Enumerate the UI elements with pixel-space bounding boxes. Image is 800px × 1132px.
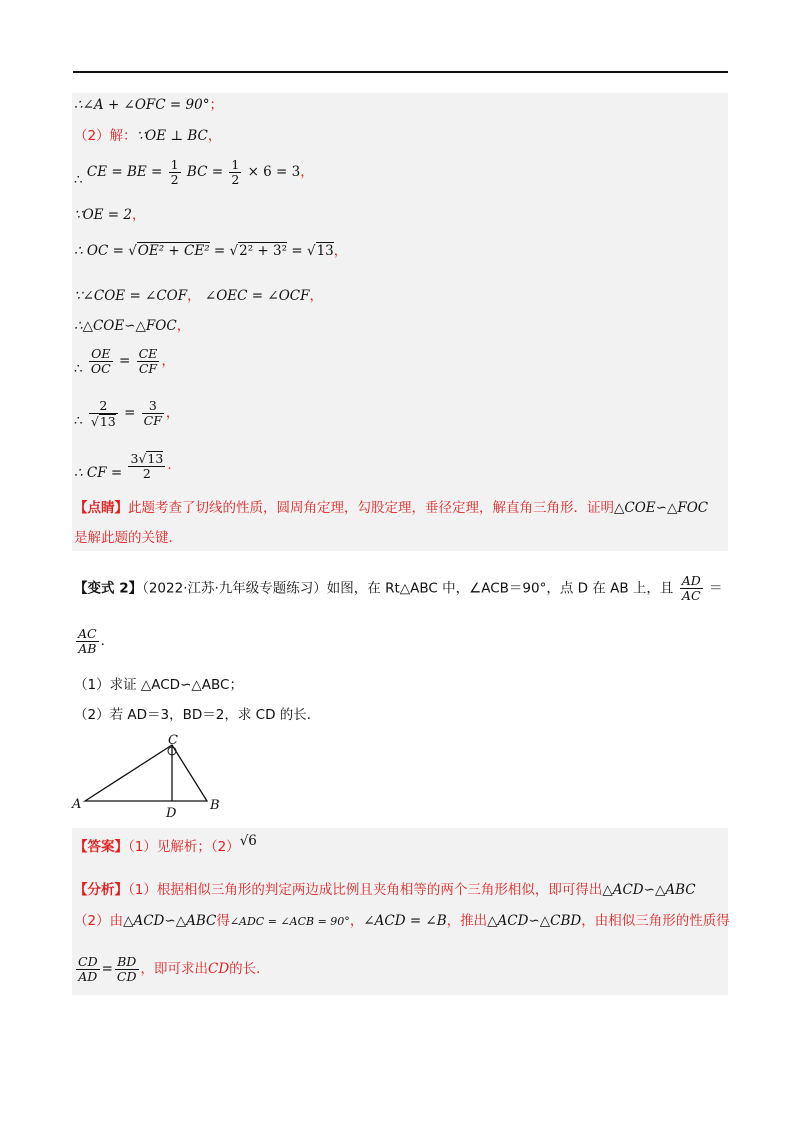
comment-line-2 <box>74 530 182 546</box>
label-C: C <box>168 733 178 748</box>
math-text: ∵OE = 2 <box>74 207 132 223</box>
solution-line-6: ∵∠COE = ∠COF， ∠OEC = ∠OCF， <box>74 288 323 304</box>
analysis-line-2: （2）由△ACD∽△ABC得∠ADC = ∠ACB = 90°，∠ACD = ∠B，推出△ACD∽△CBD，由相似三角形的性质得 <box>74 913 730 929</box>
sqrt-expr: 2² + 3² <box>239 243 288 259</box>
answer-tag: 【答案】 <box>74 839 128 855</box>
punct: ， <box>207 128 222 144</box>
solution-line-3 <box>74 155 314 189</box>
header-rule <box>73 71 728 73</box>
punct: ， <box>132 207 146 223</box>
fraction: $\frac{AD}{AC}$ <box>681 573 701 603</box>
solution-line-9: ∴ $\frac{2}{√13}$ = $\frac{3}{CF}$ ， <box>74 397 180 429</box>
punct: ， <box>300 164 314 180</box>
analysis-line-1 <box>74 882 696 898</box>
math-text: ∵OE ⊥ BC <box>136 128 208 144</box>
comment-text: 此题考查了切线的性质，圆周角定理，勾股定理，垂径定理，解直角三角形．证明 <box>128 500 614 516</box>
solution-line-8: ∴ $\frac{OE}{OC}$ = $\frac{CE}{CF}$ ， <box>74 346 175 377</box>
label-B: B <box>210 798 220 813</box>
math-text: △ACD∽△ABC <box>602 882 696 898</box>
problem-fraction-line: $\frac{AC}{AB}$ ． <box>78 626 115 656</box>
label-D: D <box>166 806 177 821</box>
comment-tag: 【点睛】 <box>74 500 128 516</box>
analysis-line-3: $\frac{CD}{AD}$ = $\frac{BD}{CD}$ ，即可求出CD的长． <box>78 954 270 984</box>
math-text: ∴∠A + ∠OFC = 90° <box>74 97 210 113</box>
fraction: $\frac{3√13}{2}$ <box>130 450 164 481</box>
fraction: $\frac{CD}{AD}$ <box>78 954 98 984</box>
math-text: ∴ OC = <box>74 243 124 259</box>
fraction: $\frac{BD}{CD}$ <box>116 954 137 984</box>
comment-text: 是解此题的关键． <box>74 530 182 546</box>
sqrt-expr: OE² + CE² <box>137 243 210 259</box>
solution-line-4 <box>74 207 146 223</box>
punct: ； <box>209 97 223 113</box>
question-2: （2）若 AD＝3，BD＝2，求 CD 的长． <box>74 707 321 723</box>
therefore-symbol: ∴ <box>74 172 83 188</box>
math-text: BC = <box>186 164 224 180</box>
solution-line-5: ∴ OC = √OE² + CE² = √2² + 3² = √13， <box>74 243 348 259</box>
math-text: × 6 = 3 <box>247 164 301 180</box>
fraction: $\frac{3}{CF}$ <box>143 398 162 428</box>
solution-line-10: ∴ CF = $\frac{3√13}{2}$ ． <box>74 450 181 481</box>
fraction: $\frac{1}{2}$ <box>170 157 179 187</box>
fraction: $\frac{OE}{OC}$ <box>90 346 111 376</box>
math-text: CE = BE = <box>86 164 163 180</box>
solution-line-1 <box>74 97 223 113</box>
fraction: $\frac{CE}{CF}$ <box>138 346 158 376</box>
comment-line <box>74 500 708 516</box>
punct: ， <box>333 243 348 259</box>
problem-tag: 【变式 2】 <box>74 580 143 597</box>
fraction: $\frac{AC}{AB}$ <box>78 626 97 656</box>
fraction: $\frac{2}{√13}$ <box>90 397 116 429</box>
math-text: ∴△COE∽△FOC <box>74 318 177 334</box>
solution-line-2 <box>74 128 221 144</box>
analysis-tag: 【分析】 <box>74 882 128 898</box>
analysis-text: （1）根据相似三角形的判定两边成比例且夹角相等的两个三角形相似，即可得出 <box>128 882 603 898</box>
answer-text: （1）见解析；（2） <box>128 839 240 855</box>
problem-statement: 【变式 2】（2022·江苏·九年级专题练习）如图，在 Rt△ABC 中，∠ACB＝90°，点 D 在 AB 上，且 $\frac{AD}{AC}$ ＝ <box>74 573 723 603</box>
math-text: ∠OEC = ∠OCF <box>204 288 310 304</box>
math-text: √6 <box>239 833 257 849</box>
solution-line-7: ∴△COE∽△FOC， <box>74 318 191 334</box>
math-text: △COE∽△FOC <box>614 500 709 516</box>
answer-line <box>74 833 257 858</box>
problem-text: （2022·江苏·九年级专题练习）如图，在 Rt△ABC 中，∠ACB＝90°，点 D 在 AB 上，且 <box>142 580 674 597</box>
question-1: （1）求证 △ACD∽△ABC； <box>74 677 243 693</box>
label-A: A <box>72 797 82 812</box>
math-text: ∵∠COE = ∠COF <box>74 288 188 304</box>
sqrt-expr: 13 <box>316 243 334 259</box>
triangle-figure <box>70 733 230 823</box>
step-label: （2）解： <box>74 128 137 144</box>
fraction: $\frac{1}{2}$ <box>231 157 240 187</box>
